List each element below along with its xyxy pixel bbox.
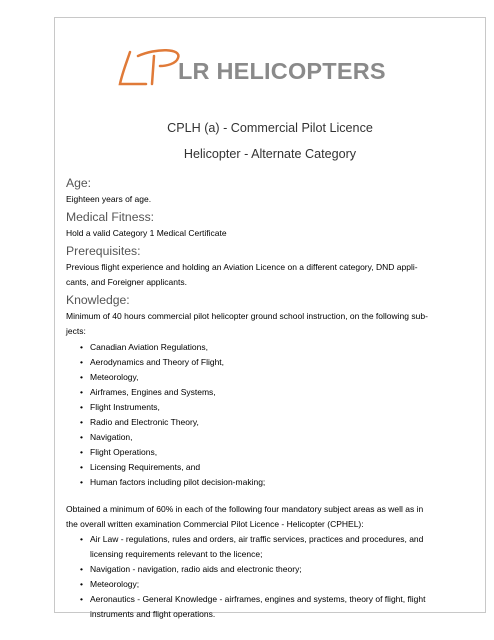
text-line: Minimum of 40 hours commercial pilot helicopter ground school instruction, on the following sub- bbox=[66, 311, 428, 321]
section-text: Hold a valid Category 1 Medical Certificate bbox=[66, 228, 227, 238]
list-item bbox=[90, 592, 476, 622]
section-knowledge bbox=[66, 293, 476, 622]
text-line: • Meteorology; bbox=[90, 579, 140, 589]
list-item: • Flight Instruments, bbox=[90, 400, 476, 415]
logo-text: LR HELICOPTERS bbox=[178, 58, 386, 84]
section-age bbox=[66, 176, 476, 207]
section-text bbox=[66, 309, 476, 339]
section-heading: Medical Fitness: bbox=[66, 210, 155, 224]
list-item bbox=[90, 562, 476, 577]
section-heading: Prerequisites: bbox=[66, 244, 141, 258]
text-line: jects: bbox=[66, 326, 86, 336]
list-item: • Human factors including pilot decision-making; bbox=[90, 475, 476, 490]
text-line: instruments and flight operations. bbox=[90, 609, 216, 619]
section-prerequisites bbox=[66, 244, 476, 290]
list-item: • Radio and Electronic Theory, bbox=[90, 415, 476, 430]
text-line: Obtained a minimum of 60% in each of the following four mandatory subject areas as well as in bbox=[66, 504, 424, 514]
list-item: • Licensing Requirements, and bbox=[90, 460, 476, 475]
text-line: Previous flight experience and holding an Aviation Licence on a different category, DND appli- bbox=[66, 262, 418, 272]
document-subtitle: Helicopter - Alternate Category bbox=[183, 147, 357, 161]
list-item bbox=[90, 532, 476, 562]
list-item: • Flight Operations, bbox=[90, 445, 476, 460]
document-body bbox=[66, 176, 476, 622]
section-heading: Age: bbox=[66, 176, 92, 190]
text-line: licensing requirements relevant to the licence; bbox=[90, 549, 263, 559]
text-line: • Air Law - regulations, rules and orders, air traffic services, practices and procedures, and bbox=[90, 534, 424, 544]
subject-area-list bbox=[66, 532, 476, 622]
document-title: CPLH (a) - Commercial Pilot Licence bbox=[167, 121, 373, 135]
text-line: cants, and Foreigner applicants. bbox=[66, 277, 187, 287]
list-item: • Airframes, Engines and Systems, bbox=[90, 385, 476, 400]
section-text bbox=[66, 260, 476, 290]
text-line: • Aeronautics - General Knowledge - airframes, engines and systems, theory of flight, flight bbox=[90, 594, 426, 604]
list-item bbox=[90, 577, 476, 592]
section-medical-fitness bbox=[66, 210, 476, 241]
exam-requirement-text bbox=[66, 502, 476, 532]
section-heading: Knowledge: bbox=[66, 293, 130, 307]
text-line: the overall written examination Commercial Pilot Licence - Helicopter (CPHEL): bbox=[66, 519, 364, 529]
section-text: Eighteen years of age. bbox=[66, 194, 152, 204]
list-item: • Navigation, bbox=[90, 430, 476, 445]
subject-list bbox=[66, 340, 476, 490]
text-line: • Navigation - navigation, radio aids and electronic theory; bbox=[90, 564, 302, 574]
list-item: • Canadian Aviation Regulations, bbox=[90, 340, 476, 355]
list-item: • Meteorology, bbox=[90, 370, 476, 385]
company-logo bbox=[116, 44, 386, 96]
list-item: • Aerodynamics and Theory of Flight, bbox=[90, 355, 476, 370]
